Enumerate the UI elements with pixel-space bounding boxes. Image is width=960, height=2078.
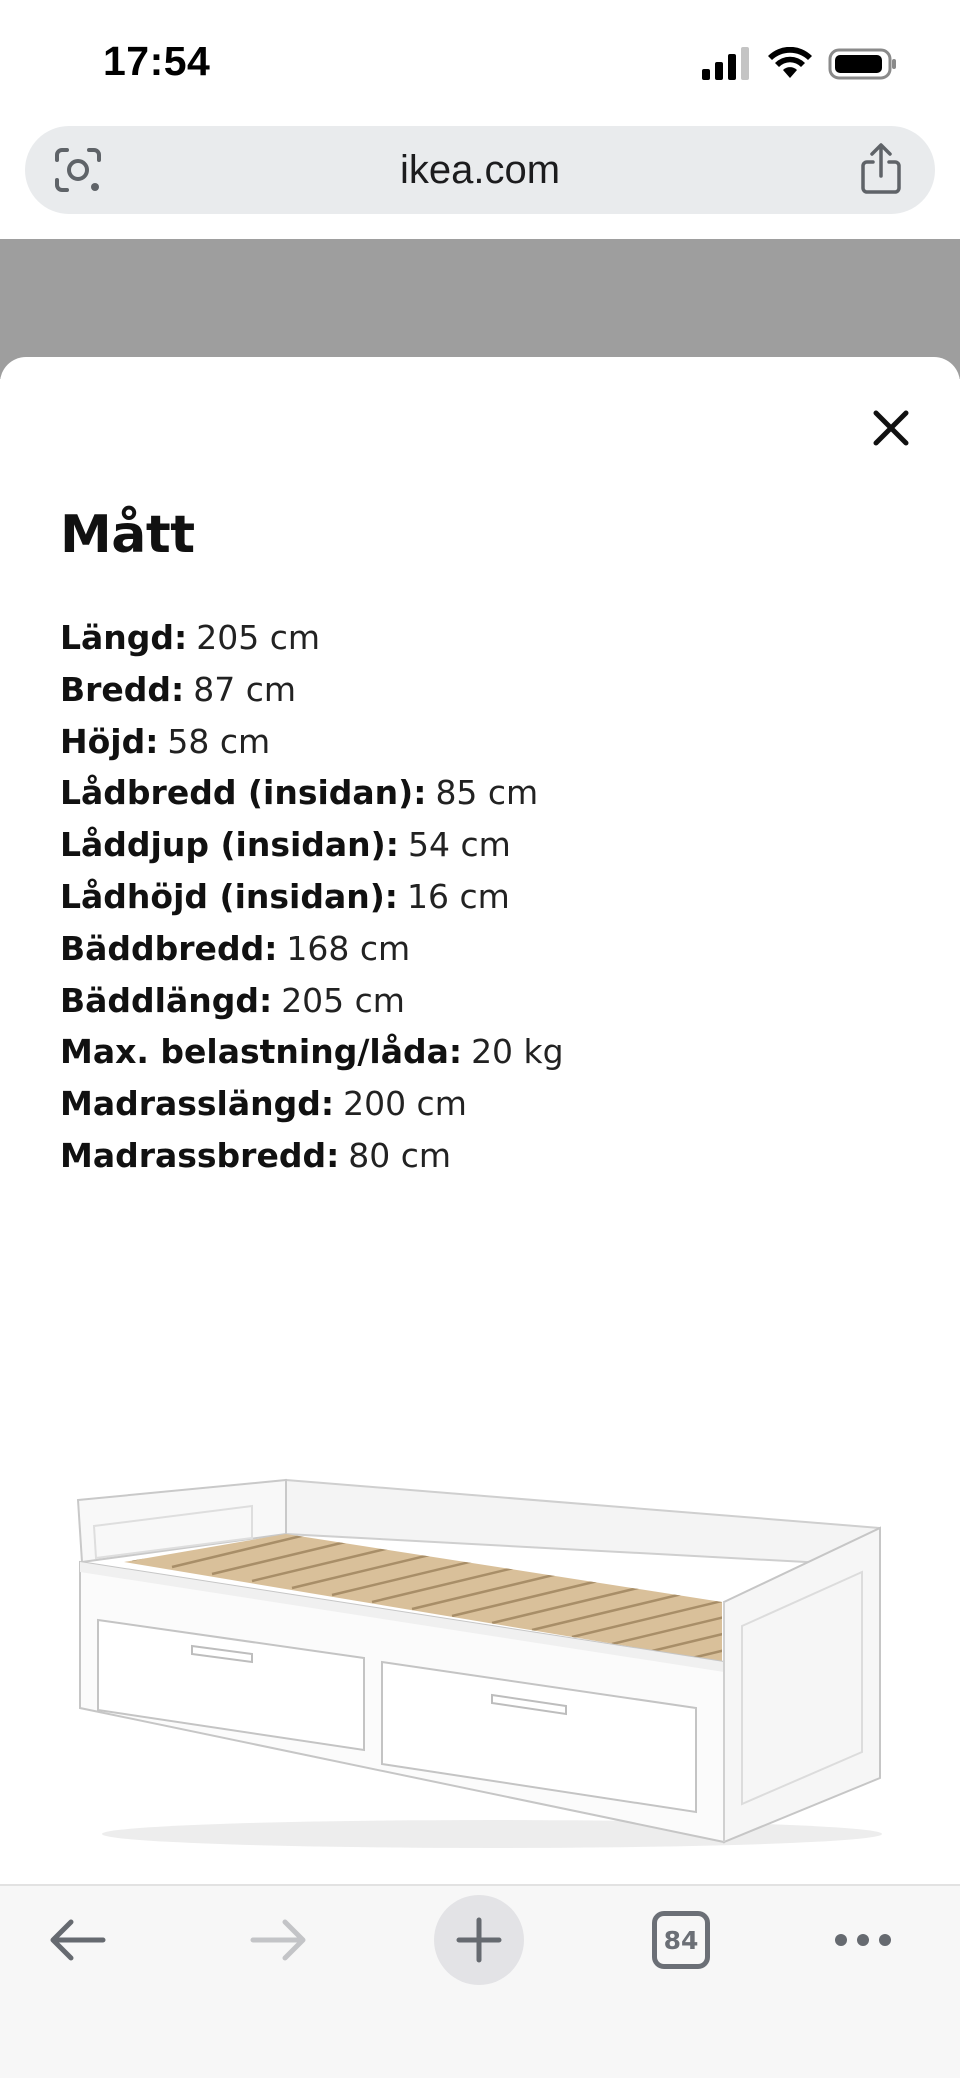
more-button[interactable] (818, 1895, 908, 1985)
dimension-label: Max. belastning/låda: (60, 1032, 463, 1072)
dimensions-list (60, 612, 564, 1182)
wifi-icon (768, 47, 812, 81)
status-bar (0, 0, 960, 125)
status-time: 17:54 (103, 38, 211, 84)
dimension-row (60, 1130, 564, 1182)
dimension-value: 85 cm (435, 773, 539, 813)
dimension-label: Låddjup (insidan): (60, 825, 399, 865)
close-icon[interactable] (868, 405, 914, 451)
arrow-left-icon (47, 1918, 107, 1962)
back-button[interactable] (32, 1895, 122, 1985)
dimension-label: Madrasslängd: (60, 1084, 335, 1124)
dimension-value: 20 kg (471, 1032, 564, 1072)
sheet-title: Mått (60, 505, 195, 565)
tab-count: 84 (652, 1911, 710, 1969)
dimension-value: 87 cm (193, 669, 297, 709)
dimension-label: Bredd: (60, 669, 185, 709)
dimension-row (60, 871, 564, 923)
dimension-label: Höjd: (60, 721, 159, 761)
tab-switcher-button[interactable] (636, 1895, 726, 1985)
dimension-value: 16 cm (407, 876, 510, 916)
dimension-value: 205 cm (196, 618, 321, 657)
dimension-row (60, 664, 564, 716)
dimension-label: Madrassbredd: (60, 1135, 340, 1175)
dimension-value: 168 cm (286, 928, 411, 968)
product-image (72, 1462, 894, 1862)
dimension-label: Bäddbredd: (60, 928, 278, 968)
share-icon[interactable] (857, 142, 905, 196)
dimension-label: Längd: (60, 618, 188, 657)
cellular-signal-icon (702, 47, 752, 81)
dimension-row (60, 716, 564, 768)
dimension-label: Bäddlängd: (60, 980, 273, 1020)
plus-icon (456, 1917, 502, 1963)
more-horizontal-icon (833, 1932, 893, 1948)
dimension-row (60, 1078, 564, 1130)
dimension-label: Lådbredd (insidan): (60, 773, 427, 813)
arrow-right-icon (249, 1918, 309, 1962)
dimension-value: 200 cm (343, 1084, 467, 1124)
dimension-value: 54 cm (407, 825, 511, 865)
dimension-row (60, 923, 564, 975)
dimension-value: 58 cm (167, 721, 271, 761)
dimension-value: 205 cm (281, 980, 405, 1020)
dimension-label: Lådhöjd (insidan): (60, 876, 399, 916)
new-tab-button[interactable] (434, 1895, 524, 1985)
forward-button[interactable] (234, 1895, 324, 1985)
dimension-row (60, 819, 564, 871)
battery-icon (828, 47, 898, 81)
address-bar[interactable] (25, 126, 935, 214)
dimension-row (60, 1026, 564, 1078)
dimension-row (60, 612, 564, 664)
url-text[interactable]: ikea.com (399, 148, 561, 192)
dimension-value: 80 cm (348, 1135, 452, 1175)
dimension-row (60, 767, 564, 819)
status-icons (702, 44, 898, 84)
dimension-row (60, 975, 564, 1027)
